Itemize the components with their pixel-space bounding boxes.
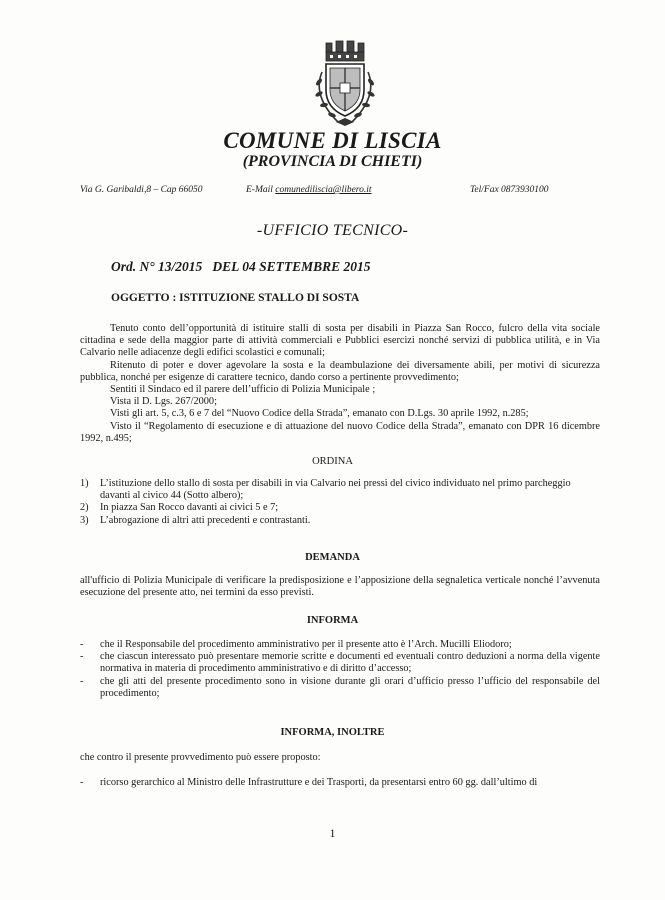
office-heading: -UFFICIO TECNICO- [256,222,409,239]
informa-inoltre-intro: che contro il presente provvedimento può essere proposto: [80,752,321,763]
list-item-text: ricorso gerarchico al Ministro delle Infrastrutture e dei Trasporti, da presentarsi entro 60 gg. dall’ultimo di [100,777,538,788]
list-item-text: che gli atti del presente procedimento sono in visione durante gli orari d’ufficio presso l’ufficio del responsabile del procedimento; [100,675,600,699]
list-item-text: che il Responsabile del procedimento amministrativo per il presente atto è l’Arch. Mucilli Eliodoro; [100,639,512,650]
list-item: - che ciascun interessato può presentare memorie scritte e documenti ed eventuali contro deduzioni a norma della vigente normativa in materia di procedimento amministrativo e di diritto d’accesso; [80,651,600,675]
ordina-list [80,478,600,527]
informa-inoltre-heading: INFORMA, INOLTRE [280,727,385,738]
preamble-paragraph: Visti gli art. 5, c.3, 6 e 7 del “Nuovo Codice della Strada”, emanato con D.Lgs. 30 aprile 1992, n.285; [110,408,529,420]
demanda-heading: DEMANDA [305,552,360,563]
list-item-number: 2) [80,502,89,514]
list-item-number: 3) [80,514,89,526]
page-number: 1 [329,826,336,840]
municipality-title: COMUNE DI LISCIA [223,128,442,153]
list-item [80,515,600,527]
phone-text: Tel/Fax 0873930100 [470,185,549,195]
preamble-paragraph: Ritenuto di poter e dover agevolare la sosta e la deambulazione dei diversamente abili, per motivi di sicurezza pubblica, nonché per esigenze di carattere tecnico, dando corso a pertinente provvedimento; [80,359,600,383]
email-link[interactable]: comunediliscia@libero.it [275,185,372,195]
email-line [246,185,372,195]
preamble-paragraph: Vista il D. Lgs. 267/2000; [110,396,217,408]
list-item-number: 1) [80,478,89,489]
ordinance-number: Ord. N° 13/2015 DEL 04 SETTEMBRE 2015 [111,259,371,274]
ordina-heading: ORDINA [312,456,353,467]
address-text: Via G. Garibaldi,8 – Cap 66050 [80,185,203,195]
informa-list [80,639,600,700]
email-label: E-Mail [246,185,276,195]
list-item-text: L’abrogazione di altri atti precedenti e contrastanti. [100,514,311,526]
list-item: - che il Responsabile del procedimento amministrativo per il presente atto è l’Arch. Mucilli Eliodoro; [80,639,512,650]
preamble-paragraph: Tenuto conto dell’opportunità di istituire stalli di sosta per disabili in Piazza San Rocco, fulcro della vita sociale cittadina e sede della maggior parte di attività commerciali e Pubblici esercizi nonché servizi di pubblica utilità, e in Via Calvario nelle adiacenze degli edifici scolastici e comunali; [80,323,600,359]
demanda-text: all'ufficio di Polizia Municipale di verificare la predisposizione e l’apposizione della segnaletica verticale nonché l’avvenuta esecuzione del presente atto, nei termini da esso previsti. [80,575,600,599]
preamble-paragraph: Visto il “Regolamento di esecuzione e di attuazione del nuovo Codice della Strada”, emanato con DPR 16 dicembre 1992, n.495; [80,420,600,444]
province-subtitle: (PROVINCIA DI CHIETI) [242,153,423,170]
list-item-text: In piazza San Rocco davanti ai civici 5 e 7; [100,502,279,514]
list-item [80,502,600,514]
subject-line: OGGETTO : ISTITUZIONE STALLO DI SOSTA [111,292,360,304]
preamble [80,323,600,445]
list-item: - che gli atti del presente procedimento sono in visione durante gli orari d’ufficio presso l’ufficio del responsabile del procedimento; [80,675,600,699]
list-item: - ricorso gerarchico al Ministro delle Infrastrutture e dei Trasporti, da presentarsi entro 60 gg. dall’ultimo di [80,777,538,788]
list-item [80,478,600,502]
preamble-paragraph: Sentiti il Sindaco ed il parere dell’ufficio di Polizia Municipale ; [110,384,376,396]
informa-heading: INFORMA [306,615,359,626]
informa-inoltre-list [80,777,600,789]
list-item-text: che ciascun interessato può presentare memorie scritte e documenti ed eventuali contro deduzioni a norma della vigente normativa in materia di procedimento amministrativo e di diritto d’accesso; [100,651,600,675]
list-item-text: L’istituzione dello stallo di sosta per disabili in via Calvario nei pressi del civico individuato nel primo parcheggio davanti al civico 44 (Sotto albero); [100,478,571,502]
municipal-crest-icon [302,38,388,130]
